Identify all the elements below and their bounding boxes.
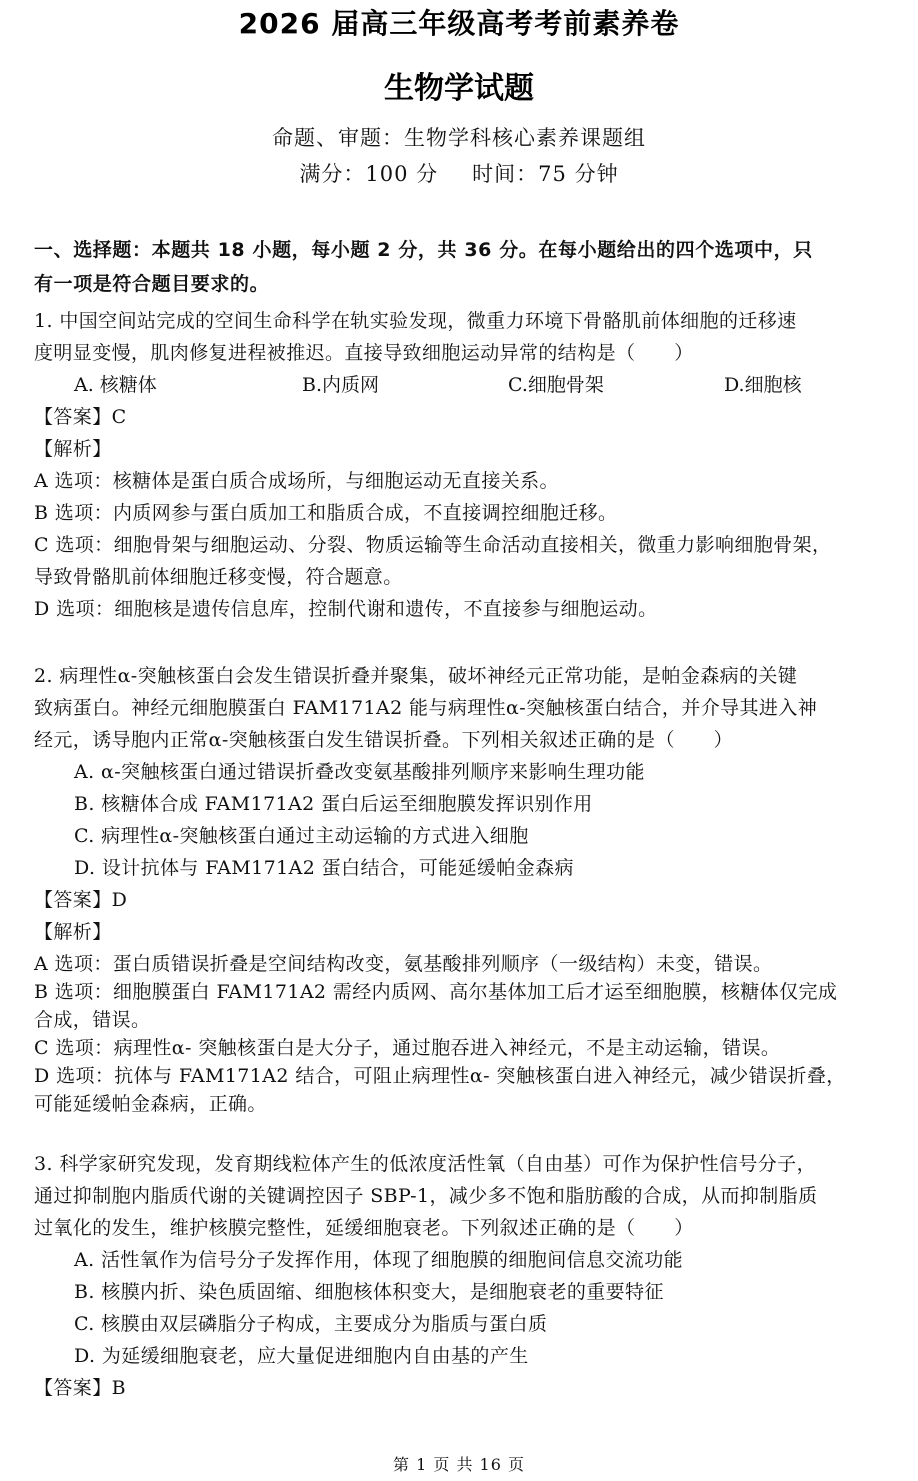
subject-title: 生物学试题 [384,71,534,106]
question-3 [34,1148,890,1404]
option-a: A. 活性氧作为信号分子发挥作用，体现了细胞膜的细胞间信息交流功能 [74,1249,684,1271]
analysis-line: D 选项：细胞核是遗传信息库，控制代谢和遗传，不直接参与细胞运动。 [34,598,658,620]
question-stem-line: 致病蛋白。神经元细胞膜蛋白 FAM171A2 能与病理性α-突触核蛋白结合，并介导其进入神 [34,697,818,719]
analysis-line: 导致骨骼肌前体细胞迁移变慢，符合题意。 [34,566,403,588]
option-c: C. 病理性α-突触核蛋白通过主动运输的方式进入细胞 [74,825,529,847]
question-stem-line: 过氧化的发生，维护核膜完整性，延缓细胞衰老。下列叙述正确的是（ ） [34,1217,694,1239]
analysis-line: A 选项：蛋白质错误折叠是空间结构改变，氨基酸排列顺序（一级结构）未变，错误。 [34,953,773,975]
analysis-line: D 选项：抗体与 FAM171A2 结合，可阻止病理性α- 突触核蛋白进入神经元，减少错误折叠， [34,1065,846,1087]
option-d: D.细胞核 [724,374,802,396]
option-b: B. 核膜内折、染色质固缩、细胞核体积变大，是细胞衰老的重要特征 [74,1281,664,1303]
analysis-line: 合成，错误。 [34,1009,151,1031]
question-stem-line: 2. 病理性α-突触核蛋白会发生错误折叠并聚集，破坏神经元正常功能，是帕金森病的关键 [34,665,798,687]
question-options [34,369,890,401]
question-2 [34,660,890,948]
question-stem-line: 度明显变慢，肌肉修复进程被推迟。直接导致细胞运动异常的结构是（ ） [34,342,694,364]
answer: 【答案】B [34,1377,126,1399]
analysis-line: B 选项：内质网参与蛋白质加工和脂质合成，不直接调控细胞迁移。 [34,502,618,524]
analysis-label: 【解析】 [34,438,112,460]
section-heading-line: 有一项是符合题目要求的。 [34,273,270,295]
answer: 【答案】C [34,406,127,428]
analysis-line: 可能延缓帕金森病，正确。 [34,1093,267,1115]
option-d: D. 设计抗体与 FAM171A2 蛋白结合，可能延缓帕金森病 [74,857,574,879]
section-heading [34,233,890,301]
question-stem-line: 3. 科学家研究发现，发育期线粒体产生的低浓度活性氧（自由基）可作为保护性信号分子， [34,1153,816,1175]
option-b: B. 核糖体合成 FAM171A2 蛋白后运至细胞膜发挥识别作用 [74,793,593,815]
question-stem-line: 1. 中国空间站完成的空间生命科学在轨实验发现，微重力环境下骨骼肌前体细胞的迁移速 [34,310,797,332]
analysis-line: B 选项：细胞膜蛋白 FAM171A2 需经内质网、高尔基体加工后才运至细胞膜，核糖体仅完成 [34,981,838,1003]
analysis-line: C 选项：细胞骨架与细胞运动、分裂、物质运输等生命活动直接相关，微重力影响细胞骨架， [34,534,832,556]
full-score: 满分：100 分 [299,162,439,186]
question-stem-line: 经元，诱导胞内正常α-突触核蛋白发生错误折叠。下列相关叙述正确的是（ ） [34,729,734,751]
analysis-line: A 选项：核糖体是蛋白质合成场所，与细胞运动无直接关系。 [34,470,559,492]
exam-time: 时间：75 分钟 [472,162,619,186]
section-heading-line: 一、选择题：本题共 18 小题，每小题 2 分，共 36 分。在每小题给出的四个选项中，只 [34,239,813,261]
option-c: C.细胞骨架 [508,374,604,396]
score-time-line [0,158,918,190]
question-1 [34,305,890,625]
question-2-analysis [34,950,890,1118]
exam-title: 2026 届高三年级高考考前素养卷 [238,7,680,40]
analysis-line: C 选项：病理性α- 突触核蛋白是大分子，通过胞吞进入神经元，不是主动运输，错误。 [34,1037,781,1059]
question-stem-line: 通过抑制胞内脂质代谢的关键调控因子 SBP-1，减少多不饱和脂肪酸的合成，从而抑制脂质 [34,1185,818,1207]
option-d: D. 为延缓细胞衰老，应大量促进细胞内自由基的产生 [74,1345,529,1367]
option-c: C. 核膜由双层磷脂分子构成，主要成分为脂质与蛋白质 [74,1313,548,1335]
analysis-label: 【解析】 [34,921,112,943]
answer: 【答案】D [34,889,128,911]
option-b: B.内质网 [302,374,380,396]
option-a: A. α-突触核蛋白通过错误折叠改变氨基酸排列顺序来影响生理功能 [74,761,645,783]
option-a: A. 核糖体 [74,374,157,396]
page-footer: 第 1 页 共 16 页 [393,1455,525,1474]
authors-line: 命题、审题：生物学科核心素养课题组 [272,126,646,150]
